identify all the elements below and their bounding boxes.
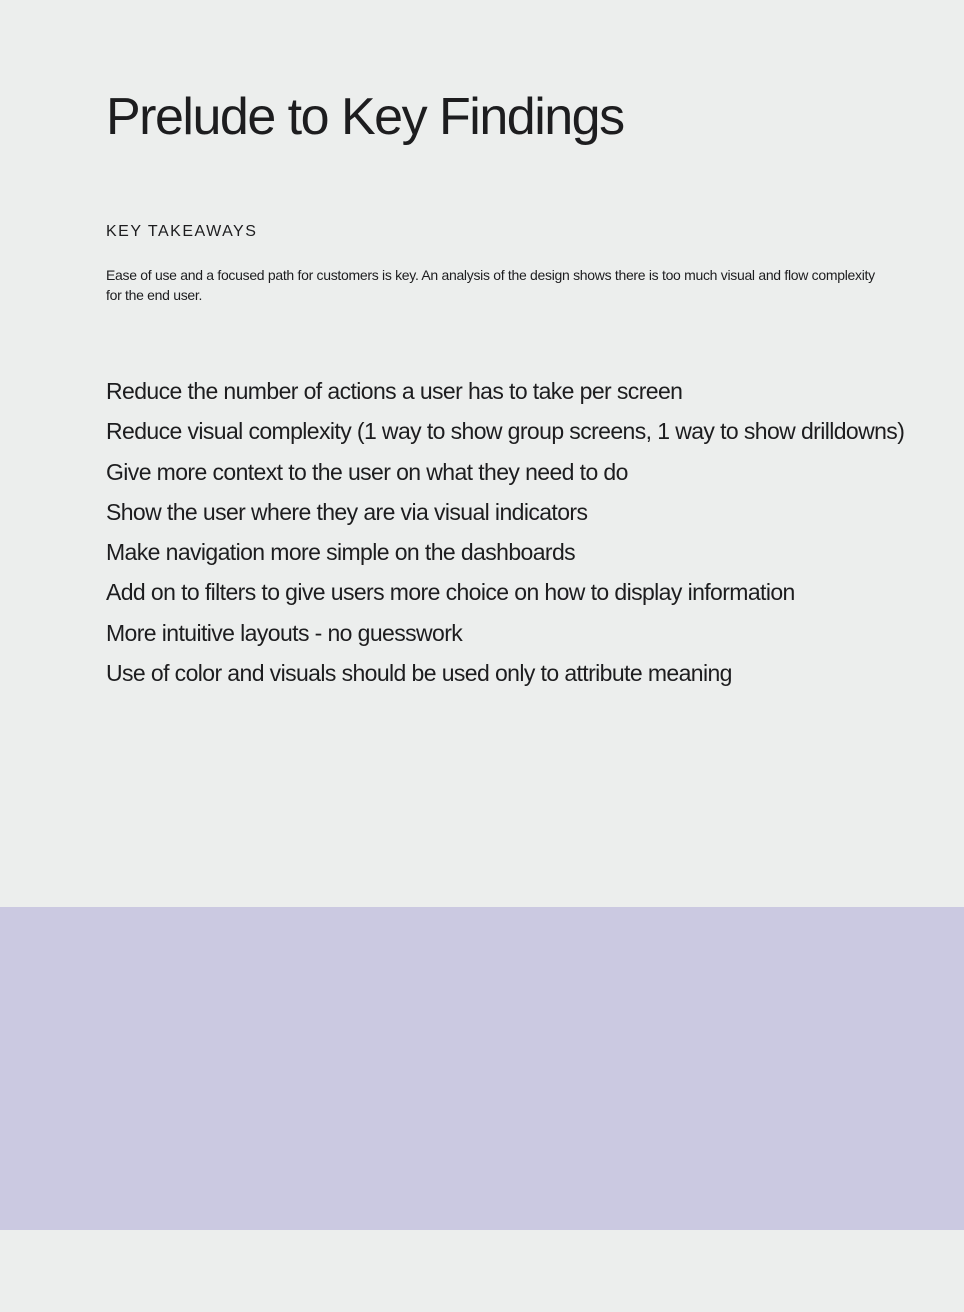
takeaways-list [106,371,906,693]
takeaway-item: Show the user where they are via visual indicators [106,498,588,525]
takeaway-item: Make navigation more simple on the dashboards [106,539,576,566]
takeaway-item: Reduce the number of actions a user has to take per screen [106,378,683,404]
summary-text: Ease of use and a focused path for customers is key. An analysis of the design shows there is too much visual and flow complexity for the end user. [106,267,875,303]
page-title: Prelude to Key Findings [106,88,624,146]
takeaway-item: Use of color and visuals should be used only to attribute meaning [106,660,732,687]
section-label: KEY TAKEAWAYS [106,223,258,240]
decorative-band [0,907,964,1230]
takeaway-item: More intuitive layouts - no guesswork [106,619,463,646]
takeaway-item: Add on to filters to give users more choice on how to display information [106,579,795,606]
takeaway-item: Give more context to the user on what they need to do [106,458,628,485]
takeaway-item: Reduce visual complexity (1 way to show group screens, 1 way to show drilldowns) [106,418,905,445]
